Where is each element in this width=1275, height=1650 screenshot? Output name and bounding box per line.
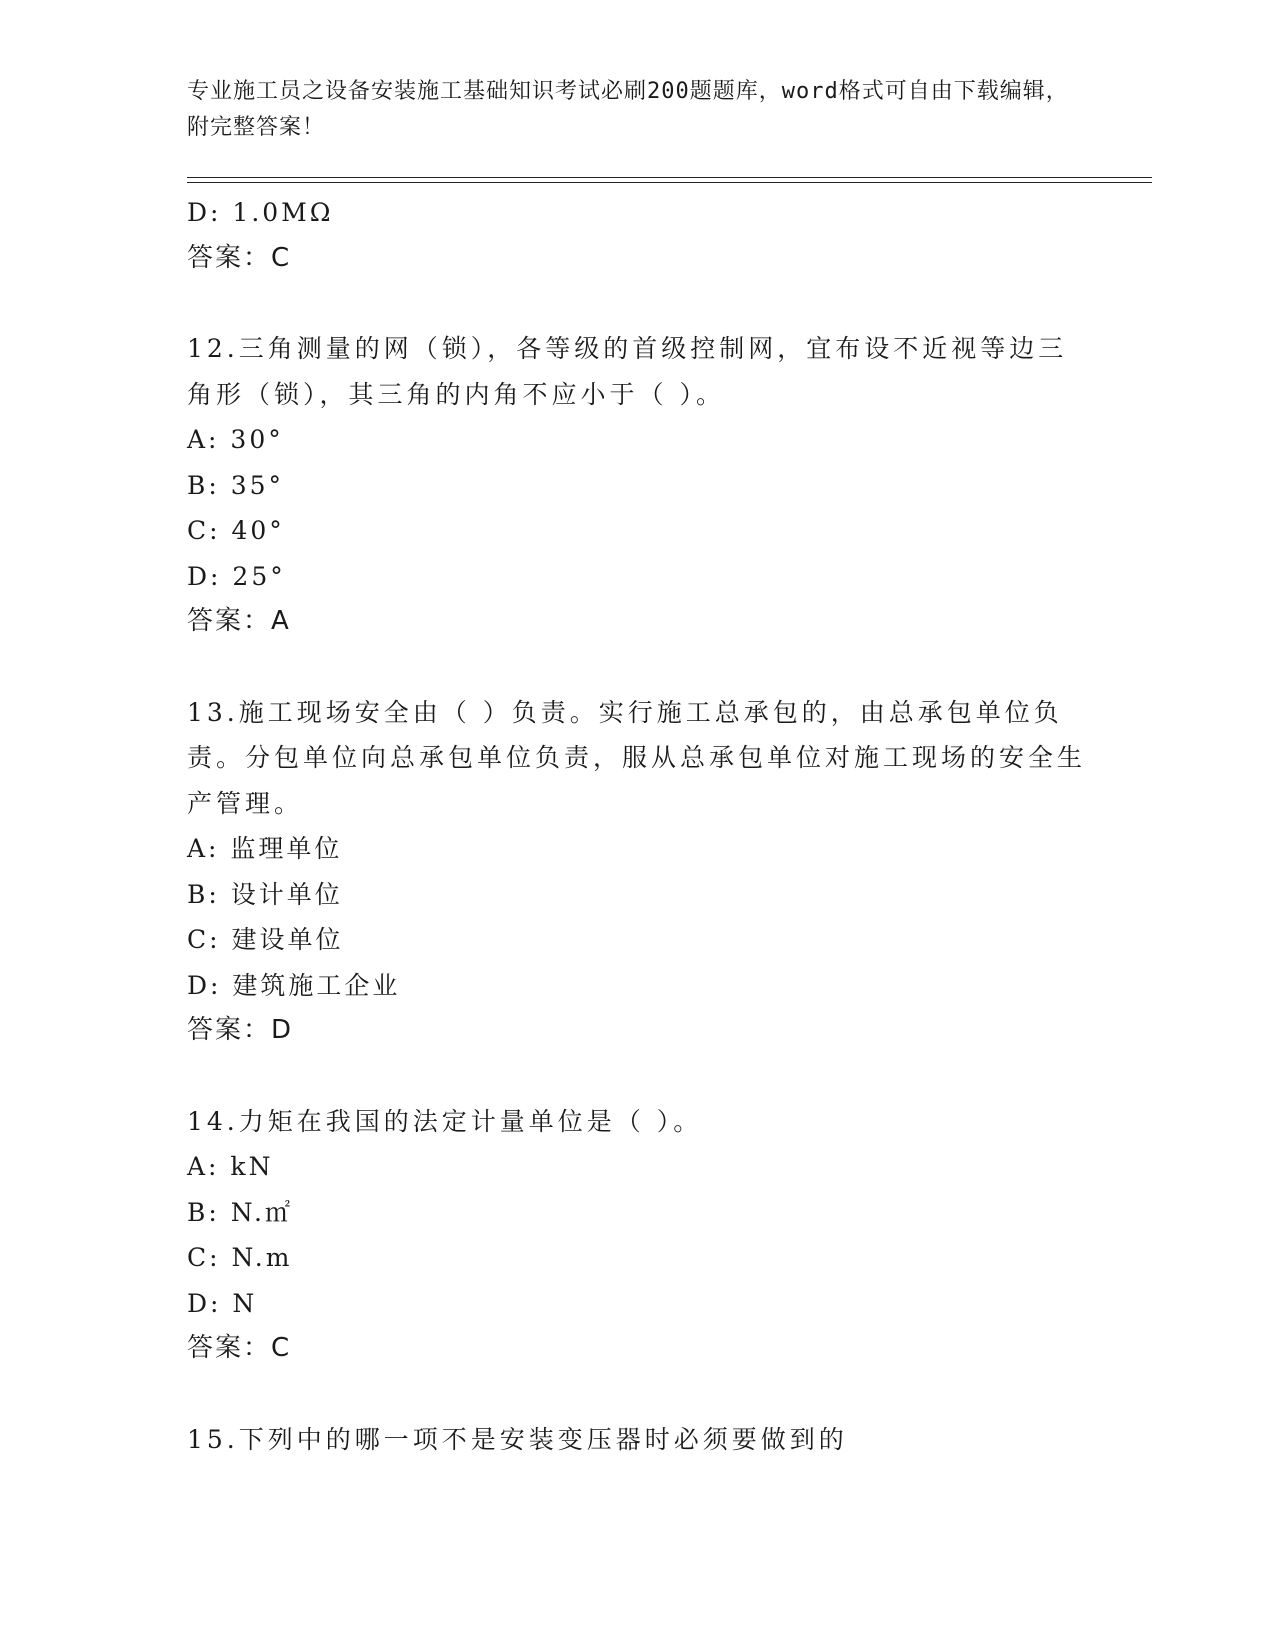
prev-answer: 答案：C [187, 242, 292, 273]
option-d: D: N [187, 1288, 258, 1318]
option-c: C: N.m [187, 1243, 293, 1272]
header-divider-bottom [187, 182, 1152, 183]
answer: 答案：C [187, 1333, 292, 1363]
option-b: B: 35° [187, 470, 285, 500]
question-text: 15.下列中的哪一项不是安装变压器时必须要做到的 [187, 1424, 848, 1454]
option-a: A: 30° [187, 425, 284, 454]
question-14 [187, 1099, 1087, 1372]
answer: 答案：D [187, 1015, 294, 1045]
question-12 [187, 326, 1087, 645]
header-divider-top [187, 177, 1152, 178]
option-c: C: 40° [187, 516, 285, 545]
option-b: B: N.㎡ [187, 1197, 293, 1227]
option-d: D: 25° [187, 561, 286, 591]
option-d: D: 建筑施工企业 [187, 970, 401, 1000]
option-a: A: 监理单位 [187, 834, 343, 863]
question-text: 12.三角测量的网（锁），各等级的首级控制网，宜布设不近视等边三角形（锁），其三角的内角不应小于（ ）。 [187, 334, 1068, 409]
option-b: B: 设计单位 [187, 879, 343, 909]
question-15 [187, 1417, 1087, 1463]
question-text: 14.力矩在我国的法定计量单位是（ ）。 [187, 1106, 703, 1136]
question-13 [187, 690, 1087, 1054]
document-title: 专业施工员之设备安装施工基础知识考试必刷200题题库，word格式可自由下载编辑，附完整答案！ [187, 79, 1069, 140]
question-list [187, 190, 1087, 1462]
answer: 答案：A [187, 606, 291, 636]
option-c: C: 建设单位 [187, 925, 344, 954]
question-text: 13.施工现场安全由（ ）负责。实行施工总承包的，由总承包单位负责。分包单位向总承包单位负责，服从总承包单位对施工现场的安全生产管理。 [187, 697, 1087, 818]
prev-option-d: D: 1.0MΩ [187, 198, 334, 227]
option-a: A: kN [187, 1152, 274, 1181]
